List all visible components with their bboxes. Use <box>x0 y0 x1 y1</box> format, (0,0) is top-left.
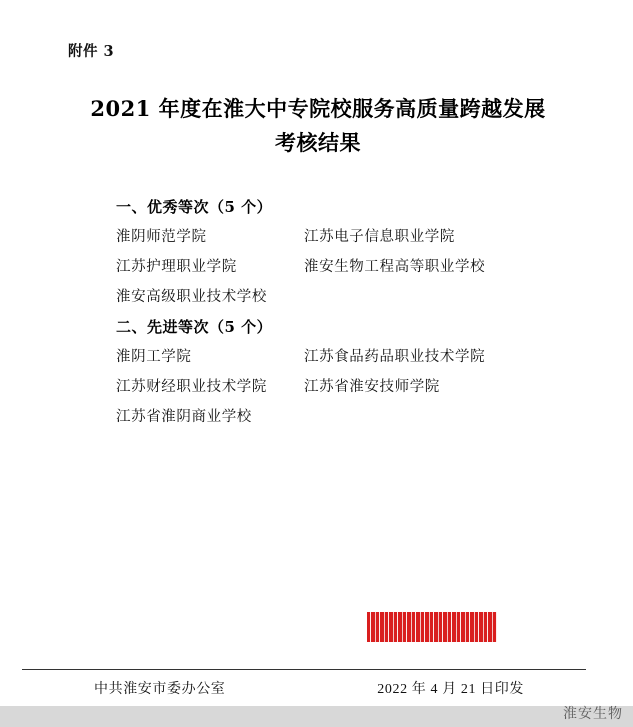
section-heading-advanced: 二、先进等次（5 个） <box>116 318 273 336</box>
footer-date: 2022 年 4 月 21 日印发 <box>377 682 524 697</box>
school-name: 淮阴师范学院 <box>116 229 207 245</box>
list-item <box>116 375 568 405</box>
school-name: 江苏食品药品职业技术学院 <box>304 349 486 365</box>
school-name: 江苏省淮安技师学院 <box>304 379 440 395</box>
school-name: 江苏省淮阴商业学校 <box>116 409 252 425</box>
footer-divider <box>22 669 586 670</box>
watermark-text: 淮安生物 <box>563 707 623 722</box>
section-excellent <box>116 196 568 315</box>
section-heading-excellent: 一、优秀等次（5 个） <box>116 198 273 216</box>
list-item <box>116 255 568 285</box>
school-name: 淮安高级职业技术学校 <box>116 289 267 305</box>
school-name: 江苏电子信息职业学院 <box>304 229 455 245</box>
footer-issuer: 中共淮安市委办公室 <box>94 682 226 697</box>
list-item <box>116 405 568 435</box>
school-name: 江苏财经职业技术学院 <box>116 379 267 395</box>
list-item <box>116 345 568 375</box>
page-title <box>76 92 560 159</box>
section-advanced <box>116 316 568 435</box>
title-line-2: 考核结果 <box>275 129 361 155</box>
school-name: 淮安生物工程高等职业学校 <box>304 259 486 275</box>
school-name: 淮阴工学院 <box>116 349 192 365</box>
school-name: 江苏护理职业学院 <box>116 259 237 275</box>
attachment-label: 附件 3 <box>68 43 115 60</box>
footer <box>22 678 586 702</box>
red-seal-stamp <box>367 612 497 642</box>
page-content <box>68 0 568 706</box>
list-item <box>116 285 568 315</box>
title-line-1: 2021 年度在淮大中专院校服务高质量跨越发展 <box>90 96 546 121</box>
list-item <box>116 225 568 255</box>
